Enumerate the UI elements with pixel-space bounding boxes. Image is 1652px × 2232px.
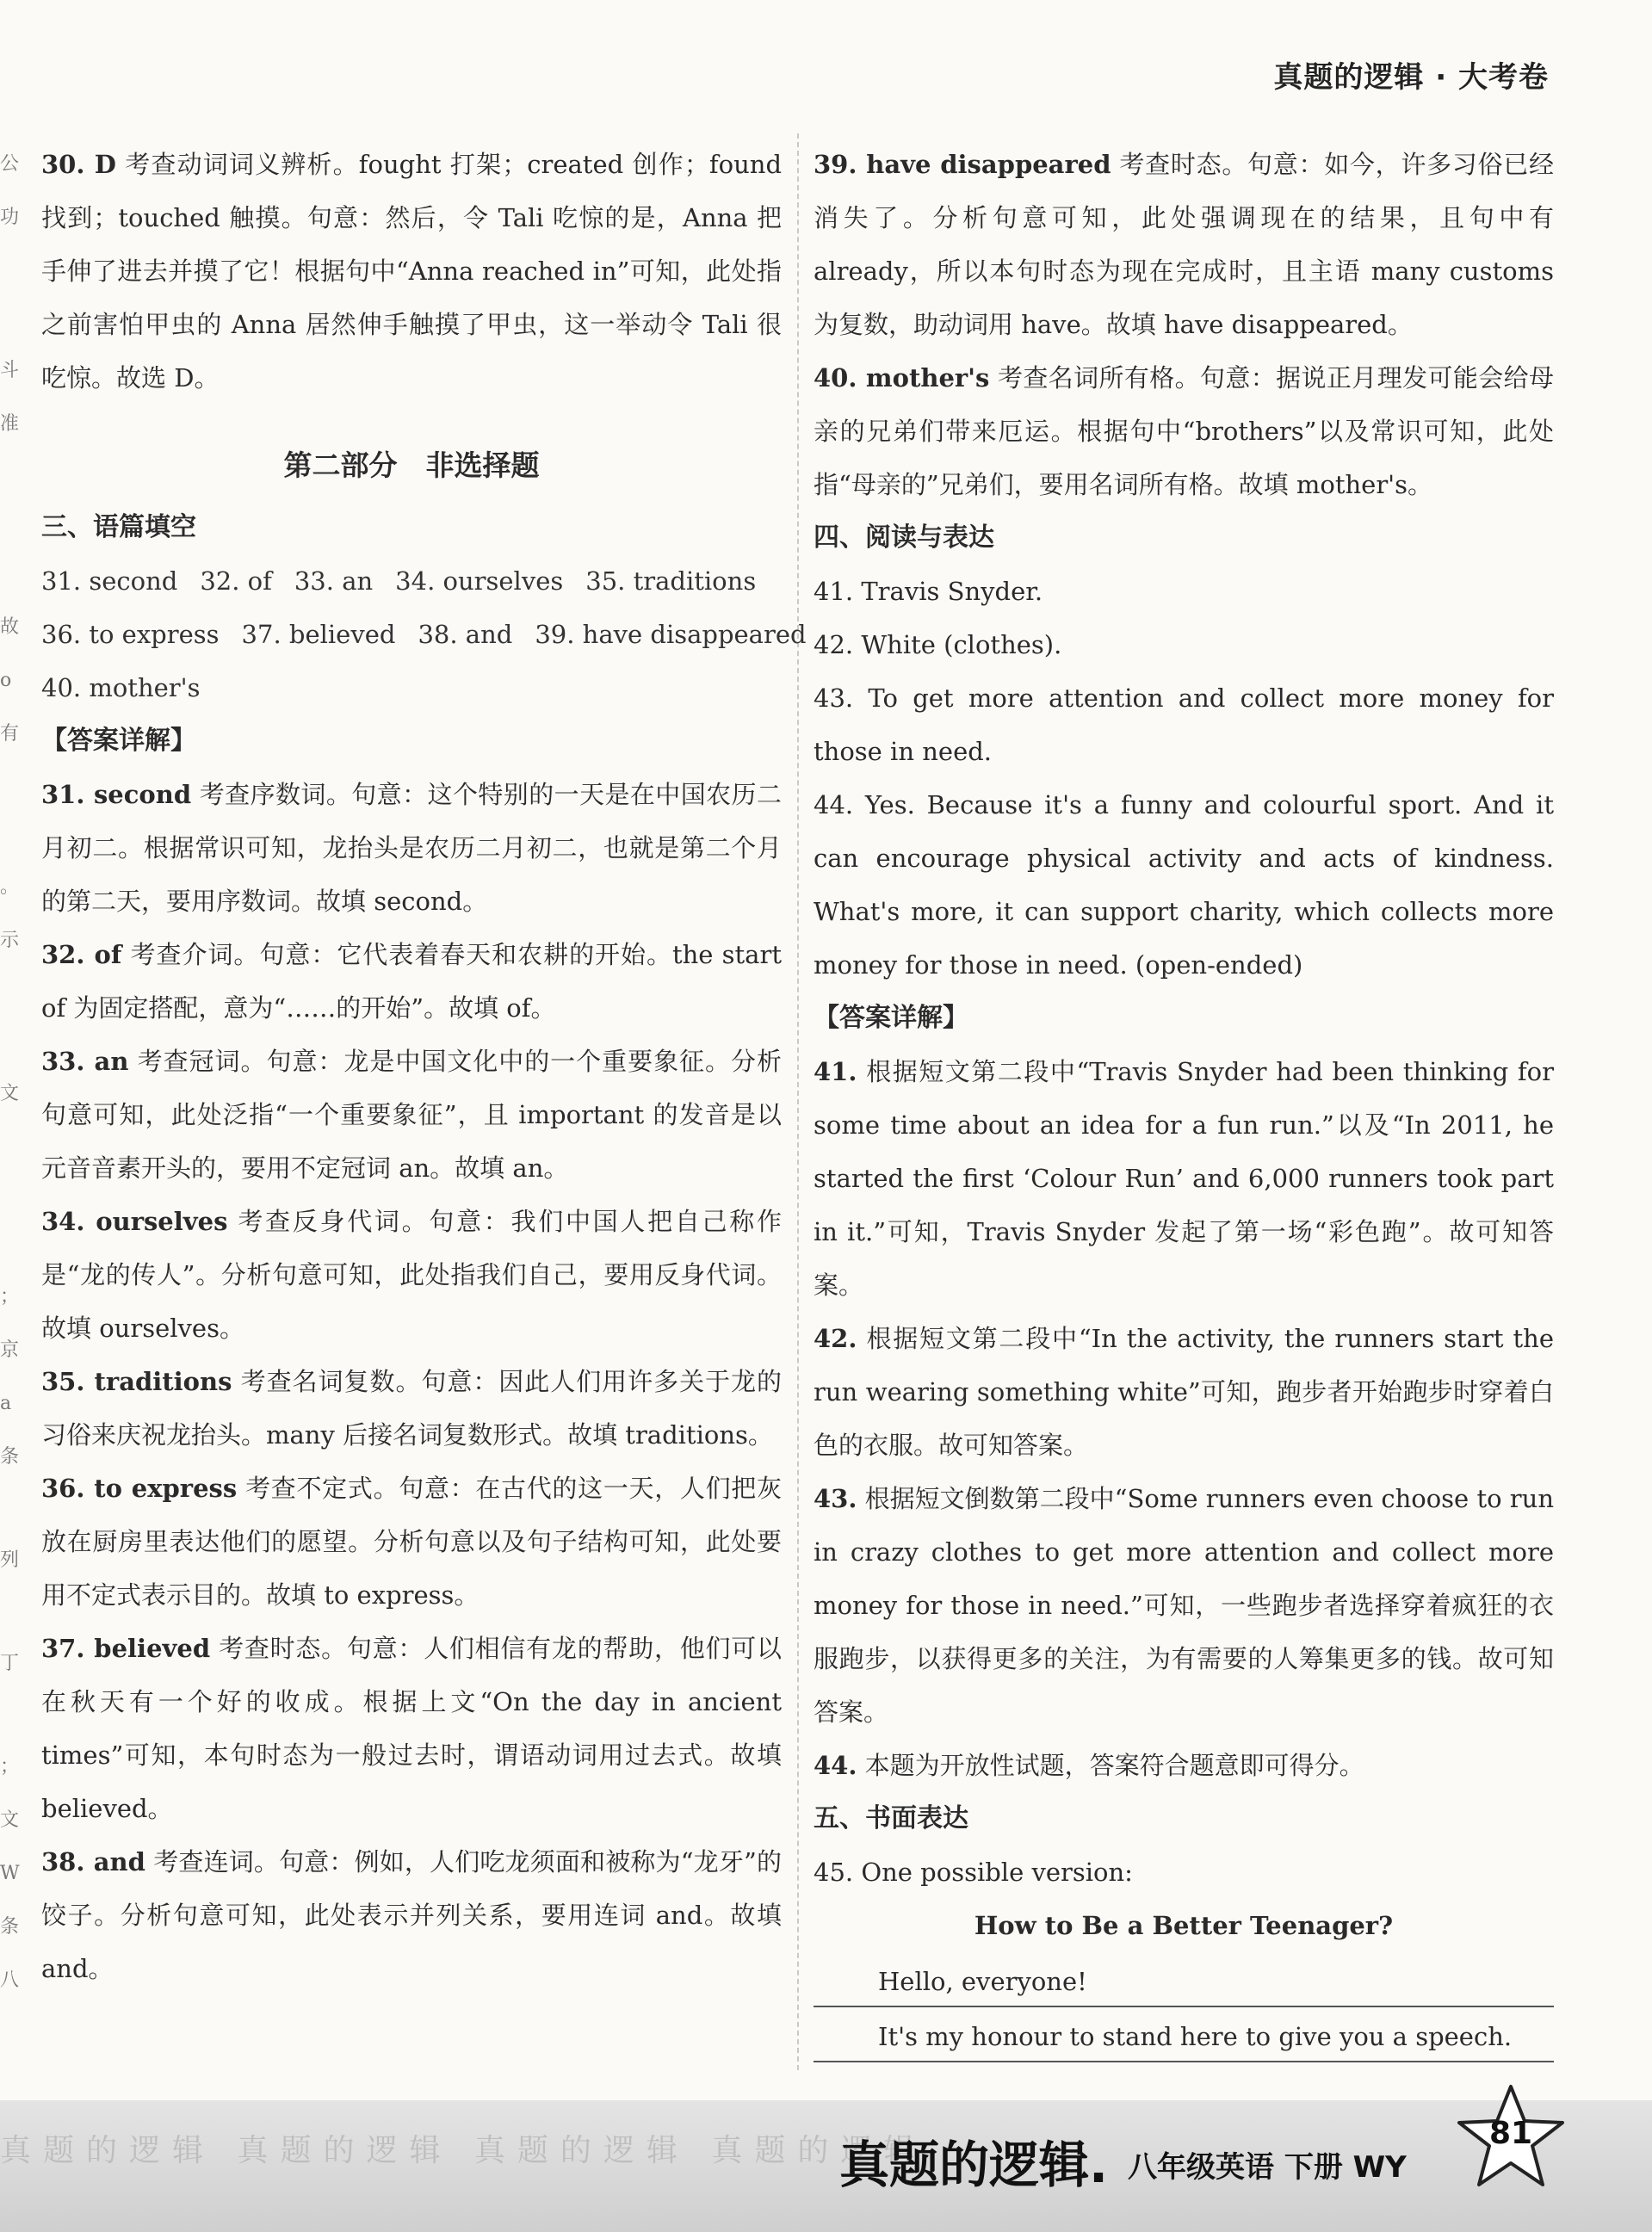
reading-answer: 43. To get more attention and collect more money for those in need. bbox=[814, 683, 1554, 766]
explanation-item: 38. and 考查连词。句意：例如，人们吃龙须面和被称为“龙牙”的饺子。分析句意可知，此处表示并列关系，要用连词 and。故填 and。 bbox=[41, 1847, 783, 1983]
answer-detail-title: 【答案详解】 bbox=[814, 1003, 968, 1033]
reading-answer: 41. Travis Snyder. bbox=[814, 577, 1043, 606]
edge-char bbox=[0, 1484, 14, 1534]
answer-item: 35. traditions bbox=[585, 566, 757, 596]
edge-char: 。 bbox=[0, 876, 20, 898]
edge-char: 公 bbox=[0, 153, 20, 175]
edge-char bbox=[0, 1691, 14, 1740]
edge-char bbox=[0, 501, 14, 551]
edge-char bbox=[0, 551, 14, 601]
explanation-item: 44. 本题为开放性试题，答案符合题意即可得分。 bbox=[814, 1751, 1364, 1780]
footer-watermark: 真题的逻辑 真题的逻辑 真题的逻辑 真题的逻辑 bbox=[0, 2133, 927, 2168]
edge-char: a bbox=[0, 1393, 12, 1414]
edge-char: ； bbox=[0, 1756, 20, 1778]
edge-char bbox=[0, 1017, 14, 1067]
edge-char: 准 bbox=[0, 413, 20, 435]
explanation-item: 36. to express 考查不定式。句意：在古代的这一天，人们把灰放在厨房里表达他们的愿望。分析句意以及句子结构可知，此处要用不定式表示目的。故填 to express。 bbox=[41, 1474, 782, 1610]
footer-book-title: 真题的逻辑. bbox=[839, 2136, 1109, 2194]
edge-char: 功 bbox=[0, 207, 20, 228]
essay-intro: 45. One possible version: bbox=[814, 1858, 1133, 1887]
answer-item: 36. to express bbox=[41, 620, 220, 649]
explanation-item: 42. 根据短文第二段中“In the activity, the runners start the run wearing something white”可知，跑步者开始跑步时穿着白色的衣服。故可知答案。 bbox=[814, 1324, 1554, 1460]
answer-item: 33. an bbox=[294, 566, 374, 596]
edge-char: 列 bbox=[0, 1549, 20, 1571]
part-two-title: 第二部分 非选择题 bbox=[283, 448, 540, 482]
page-header-title: 真题的逻辑 · 大考卷 bbox=[1273, 60, 1549, 95]
essay-title: How to Be a Better Teenager? bbox=[974, 1911, 1394, 1940]
explanation-item: 33. an 考查冠词。句意：龙是中国文化中的一个重要象征。分析句意可知，此处泛指“一个重要象征”，且 important 的发音是以元音音素开头的，要用不定冠词 an。故填 an。 bbox=[41, 1047, 782, 1183]
edge-char bbox=[0, 968, 14, 1017]
edge-char: 斗 bbox=[0, 360, 20, 381]
answer-item: 38. and bbox=[418, 620, 513, 649]
answer-row bbox=[41, 554, 782, 608]
page-footer bbox=[0, 2100, 1652, 2232]
edge-char: 故 bbox=[0, 616, 20, 638]
explanation-item: 32. of 考查介词。句意：它代表着春天和农耕的开始。the start of 为固定搭配，意为“……的开始”。故填 of。 bbox=[41, 940, 782, 1023]
edge-char bbox=[0, 1587, 14, 1637]
right-column bbox=[814, 138, 1554, 2062]
edge-char: 条 bbox=[0, 1446, 20, 1468]
explanation-item: 35. traditions 考查名词复数。句意：因此人们用许多关于龙的习俗来庆祝龙抬头。many 后接名词复数形式。故填 traditions。 bbox=[41, 1367, 782, 1450]
edge-char: 示 bbox=[0, 930, 20, 951]
q30-explanation: 30. D 考查动词词义辨析。fought 打架；created 创作；found 找到；touched 触摸。句意：然后，令 Tali 吃惊的是，Anna 把手伸了进去并摸了它！根据句中“Anna reached in”可知，此处指之前害怕甲虫的 Anna 居然伸手触摸了甲虫，这一举动令 Tali 很吃惊。故选 D。 bbox=[41, 150, 783, 393]
edge-char bbox=[0, 294, 14, 344]
explanation-item: 40. mother's 考查名词所有格。句意：据说正月理发可能会给母亲的兄弟们带来厄运。根据句中“brothers”以及常识可知，此处指“母亲的”兄弟们，要用名词所有格。故填 mother's。 bbox=[814, 363, 1554, 499]
edge-char: o bbox=[0, 670, 12, 691]
edge-char: 丁 bbox=[0, 1653, 20, 1674]
reading-answer: 42. White (clothes). bbox=[814, 630, 1062, 659]
answer-item: 34. ourselves bbox=[395, 566, 564, 596]
answer-row bbox=[41, 661, 782, 714]
answer-row bbox=[41, 608, 807, 661]
edge-char bbox=[0, 244, 14, 294]
binding-edge-text bbox=[0, 138, 20, 2057]
edge-char bbox=[0, 451, 14, 501]
explanation-item: 37. believed 考查时态。句意：人们相信有龙的帮助，他们可以在秋天有一个好的收成。根据上文“On the day in ancient times”可知，本句时态为一般过去时，谓语动词用过去式。故填 believed。 bbox=[41, 1634, 782, 1823]
edge-char bbox=[0, 811, 14, 861]
answer-item: 39. have disappeared bbox=[535, 620, 807, 649]
edge-char: W bbox=[0, 1863, 20, 1884]
explanation-item: 34. ourselves 考查反身代词。句意：我们中国人把自己称作是“龙的传人”。分析句意可知，此处指我们自己，要用反身代词。故填 ourselves。 bbox=[41, 1207, 782, 1343]
explanation-item: 43. 根据短文倒数第二段中“Some runners even choose to run in crazy clothes to get more attention and collect more money for those in need.”可知，一些跑步者选择穿着疯狂的衣服跑步，以获得更多的关注，为有需要的人筹集更多的钱。故可知答案。 bbox=[814, 1484, 1554, 1727]
answer-detail-title: 【答案详解】 bbox=[41, 726, 196, 756]
section-three-title: 三、语篇填空 bbox=[41, 512, 196, 542]
edge-char: 有 bbox=[0, 723, 20, 745]
footer-subtitle: 八年级英语 下册 WY bbox=[1128, 2150, 1407, 2185]
explanation-item: 41. 根据短文第二段中“Travis Snyder had been thinking for some time about an idea for a fun run.”以及“In 2011, he started the first ‘Colour Run’ and 6,000 runners took part in it.”可知，Travis Snyder 发起了第一场“彩色跑”。故可知答案。 bbox=[814, 1057, 1554, 1300]
essay-line: It's my honour to stand here to give you a speech. bbox=[814, 2013, 1554, 2062]
section-four-title: 四、阅读与表达 bbox=[814, 522, 994, 553]
answer-item: 32. of bbox=[200, 566, 272, 596]
answer-item: 37. believed bbox=[241, 620, 396, 649]
edge-char bbox=[0, 1171, 14, 1221]
explanation-item: 39. have disappeared 考查时态。句意：如今，许多习俗已经消失了。分析句意可知，此处强调现在的结果，且句中有 already，所以本句时态为现在完成时，且主语 many customs 为复数，助动词用 have。故填 have disappeared。 bbox=[814, 150, 1554, 339]
section-five-title: 五、书面表达 bbox=[814, 1803, 968, 1833]
edge-char bbox=[0, 1121, 14, 1171]
edge-char: 八 bbox=[0, 1969, 20, 1991]
edge-char: 京 bbox=[0, 1339, 20, 1361]
reading-answer: 44. Yes. Because it's a funny and colourful sport. And it can encourage physical activity and acts of kindness. What's more, it can support charity, which collects more money for those in need. (open-ended) bbox=[814, 790, 1554, 980]
edge-char bbox=[0, 1221, 14, 1271]
answer-item: 31. second bbox=[41, 566, 178, 596]
edge-char bbox=[0, 761, 14, 811]
essay-line: Hello, everyone! bbox=[814, 1957, 1554, 2007]
left-column bbox=[41, 138, 807, 1995]
edge-char: 文 bbox=[0, 1083, 20, 1104]
edge-char bbox=[0, 2007, 14, 2057]
answer-item: 40. mother's bbox=[41, 673, 201, 702]
edge-char: ； bbox=[0, 1286, 20, 1308]
edge-char: 条 bbox=[0, 1916, 20, 1938]
column-divider bbox=[797, 133, 799, 2070]
explanation-item: 31. second 考查序数词。句意：这个特别的一天是在中国农历二月初二。根据常识可知，龙抬头是农历二月初二，也就是第二个月的第二天，要用序数词。故填 second。 bbox=[41, 780, 782, 916]
edge-char: 文 bbox=[0, 1809, 20, 1831]
page-number: 81 bbox=[1488, 2116, 1533, 2151]
